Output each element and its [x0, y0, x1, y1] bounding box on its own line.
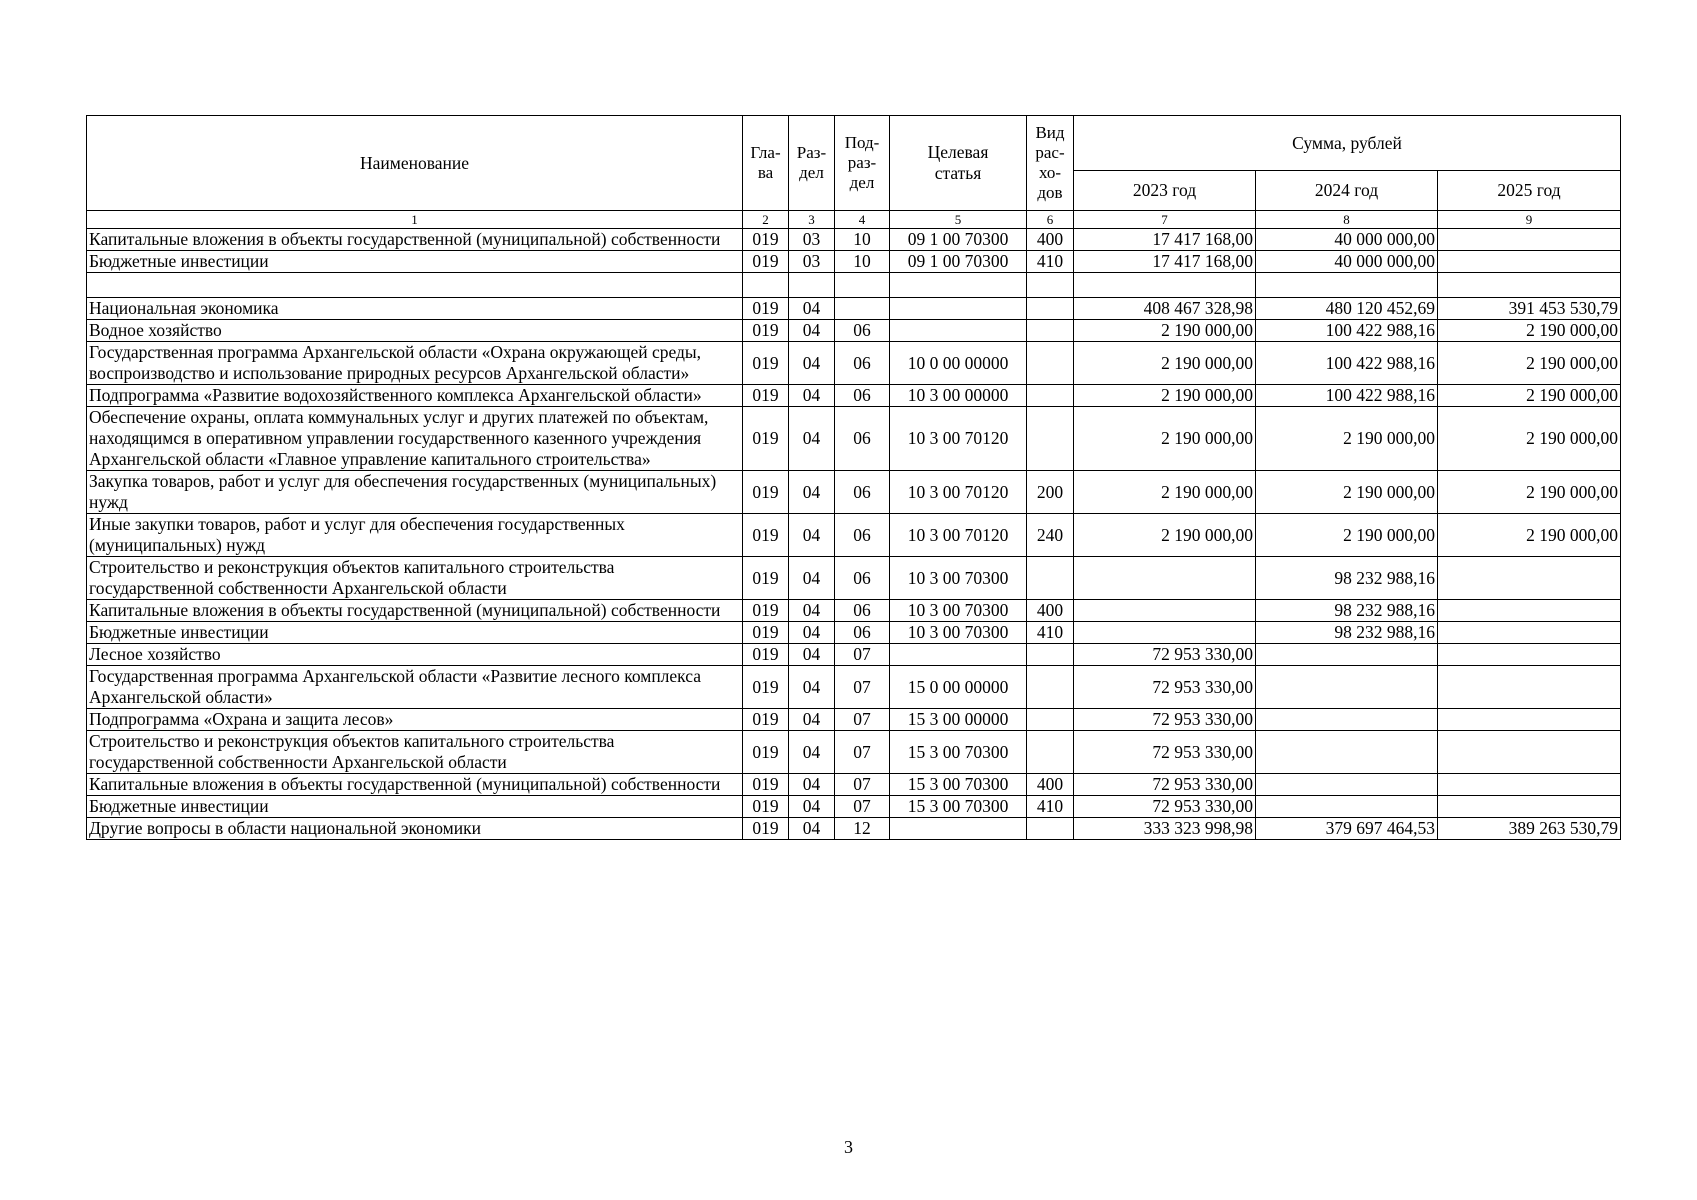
column-number: 6 — [1027, 211, 1074, 229]
row-name: Лесное хозяйство — [87, 644, 743, 666]
row-vid-rashodov — [1027, 709, 1074, 731]
row-razdel: 03 — [789, 251, 835, 273]
row-razdel: 04 — [789, 557, 835, 600]
row-name: Строительство и реконструкция объектов капитального строительства государственной собственности Архангельской области — [87, 731, 743, 774]
row-sum-2025 — [1438, 557, 1621, 600]
table-row — [87, 622, 1621, 644]
row-sum-2025: 2 190 000,00 — [1438, 514, 1621, 557]
row-sum-2023: 17 417 168,00 — [1074, 229, 1256, 251]
row-podrazdel: 06 — [835, 600, 890, 622]
row-sum-2023: 333 323 998,98 — [1074, 818, 1256, 840]
row-celevaya-statya: 10 3 00 70120 — [890, 407, 1027, 471]
budget-table — [86, 115, 1621, 840]
row-celevaya-statya: 10 3 00 70300 — [890, 557, 1027, 600]
header-name: Наименование — [87, 116, 743, 211]
row-vid-rashodov — [1027, 666, 1074, 709]
row-sum-2024: 100 422 988,16 — [1256, 385, 1438, 407]
row-sum-2025 — [1438, 600, 1621, 622]
row-sum-2023 — [1074, 273, 1256, 298]
row-celevaya-statya: 15 3 00 00000 — [890, 709, 1027, 731]
row-razdel: 04 — [789, 385, 835, 407]
row-glava: 019 — [743, 320, 789, 342]
table-row — [87, 273, 1621, 298]
row-glava: 019 — [743, 298, 789, 320]
table-row — [87, 298, 1621, 320]
table-row — [87, 600, 1621, 622]
table-row — [87, 514, 1621, 557]
row-podrazdel: 07 — [835, 796, 890, 818]
row-glava: 019 — [743, 600, 789, 622]
row-vid-rashodov — [1027, 818, 1074, 840]
row-name: Капитальные вложения в объекты государственной (муниципальной) собственности — [87, 229, 743, 251]
row-sum-2025 — [1438, 273, 1621, 298]
row-razdel: 04 — [789, 471, 835, 514]
row-vid-rashodov — [1027, 385, 1074, 407]
row-vid-rashodov: 410 — [1027, 622, 1074, 644]
table-row — [87, 471, 1621, 514]
row-celevaya-statya — [890, 644, 1027, 666]
row-sum-2025: 2 190 000,00 — [1438, 407, 1621, 471]
row-celevaya-statya: 09 1 00 70300 — [890, 229, 1027, 251]
row-sum-2024: 98 232 988,16 — [1256, 557, 1438, 600]
table-row — [87, 320, 1621, 342]
column-number-row — [87, 211, 1621, 229]
row-sum-2023: 72 953 330,00 — [1074, 644, 1256, 666]
column-number: 9 — [1438, 211, 1621, 229]
row-podrazdel: 06 — [835, 471, 890, 514]
table-row — [87, 709, 1621, 731]
row-sum-2024: 2 190 000,00 — [1256, 407, 1438, 471]
row-podrazdel: 07 — [835, 666, 890, 709]
row-celevaya-statya: 09 1 00 70300 — [890, 251, 1027, 273]
row-glava: 019 — [743, 342, 789, 385]
row-razdel: 04 — [789, 666, 835, 709]
row-sum-2024 — [1256, 796, 1438, 818]
row-podrazdel: 06 — [835, 385, 890, 407]
row-celevaya-statya: 15 0 00 00000 — [890, 666, 1027, 709]
row-sum-2024 — [1256, 273, 1438, 298]
row-podrazdel: 06 — [835, 342, 890, 385]
row-sum-2023: 72 953 330,00 — [1074, 666, 1256, 709]
row-sum-2024 — [1256, 666, 1438, 709]
row-podrazdel: 06 — [835, 622, 890, 644]
row-razdel: 04 — [789, 796, 835, 818]
row-vid-rashodov: 400 — [1027, 774, 1074, 796]
row-sum-2024: 40 000 000,00 — [1256, 229, 1438, 251]
row-razdel: 04 — [789, 320, 835, 342]
row-celevaya-statya: 15 3 00 70300 — [890, 796, 1027, 818]
table-row — [87, 251, 1621, 273]
row-sum-2024: 379 697 464,53 — [1256, 818, 1438, 840]
row-sum-2024: 480 120 452,69 — [1256, 298, 1438, 320]
row-razdel: 04 — [789, 644, 835, 666]
header-summa: Сумма, рублей — [1074, 116, 1621, 171]
row-name: Национальная экономика — [87, 298, 743, 320]
column-number: 8 — [1256, 211, 1438, 229]
row-podrazdel: 06 — [835, 514, 890, 557]
column-number: 2 — [743, 211, 789, 229]
row-podrazdel: 07 — [835, 644, 890, 666]
row-name: Государственная программа Архангельской области «Развитие лесного комплекса Архангельской области» — [87, 666, 743, 709]
header-glava-text: Гла- ва — [750, 143, 781, 182]
row-sum-2023: 72 953 330,00 — [1074, 731, 1256, 774]
row-glava: 019 — [743, 818, 789, 840]
header-podrazdel — [835, 116, 890, 211]
row-sum-2023: 72 953 330,00 — [1074, 709, 1256, 731]
row-razdel: 04 — [789, 298, 835, 320]
row-razdel: 03 — [789, 229, 835, 251]
row-sum-2023: 2 190 000,00 — [1074, 514, 1256, 557]
table-row — [87, 557, 1621, 600]
row-name: Капитальные вложения в объекты государственной (муниципальной) собственности — [87, 600, 743, 622]
row-celevaya-statya: 10 3 00 70120 — [890, 471, 1027, 514]
row-glava: 019 — [743, 407, 789, 471]
row-sum-2024 — [1256, 731, 1438, 774]
table-row — [87, 774, 1621, 796]
table-row — [87, 407, 1621, 471]
row-sum-2025: 391 453 530,79 — [1438, 298, 1621, 320]
row-glava: 019 — [743, 514, 789, 557]
row-sum-2023: 17 417 168,00 — [1074, 251, 1256, 273]
row-glava — [743, 273, 789, 298]
row-glava: 019 — [743, 796, 789, 818]
row-glava: 019 — [743, 557, 789, 600]
row-name: Строительство и реконструкция объектов капитального строительства государственной собственности Архангельской области — [87, 557, 743, 600]
row-vid-rashodov — [1027, 557, 1074, 600]
row-name: Подпрограмма «Развитие водохозяйственного комплекса Архангельской области» — [87, 385, 743, 407]
row-glava: 019 — [743, 229, 789, 251]
table-row — [87, 229, 1621, 251]
row-sum-2025: 389 263 530,79 — [1438, 818, 1621, 840]
row-glava: 019 — [743, 471, 789, 514]
row-sum-2025 — [1438, 796, 1621, 818]
table-row — [87, 385, 1621, 407]
column-number: 3 — [789, 211, 835, 229]
row-podrazdel: 06 — [835, 320, 890, 342]
table-row — [87, 342, 1621, 385]
row-sum-2023: 2 190 000,00 — [1074, 385, 1256, 407]
row-sum-2023: 2 190 000,00 — [1074, 471, 1256, 514]
header-vid-rashodov-text: Вид рас- хо- дов — [1035, 123, 1065, 202]
row-name: Государственная программа Архангельской области «Охрана окружающей среды, воспроизводство и использование природных ресурсов Архангельской области» — [87, 342, 743, 385]
row-vid-rashodov: 200 — [1027, 471, 1074, 514]
row-sum-2024 — [1256, 774, 1438, 796]
row-sum-2024 — [1256, 644, 1438, 666]
row-name — [87, 273, 743, 298]
row-vid-rashodov: 410 — [1027, 251, 1074, 273]
row-glava: 019 — [743, 385, 789, 407]
table-row — [87, 731, 1621, 774]
row-podrazdel — [835, 298, 890, 320]
row-sum-2023 — [1074, 622, 1256, 644]
column-number: 4 — [835, 211, 890, 229]
row-name: Подпрограмма «Охрана и защита лесов» — [87, 709, 743, 731]
row-podrazdel — [835, 273, 890, 298]
row-celevaya-statya: 10 3 00 70300 — [890, 600, 1027, 622]
page-number: 3 — [844, 1137, 853, 1157]
row-name: Другие вопросы в области национальной экономики — [87, 818, 743, 840]
row-vid-rashodov: 400 — [1027, 600, 1074, 622]
header-cel-statya-text: Целевая статья — [927, 142, 989, 183]
row-podrazdel: 06 — [835, 407, 890, 471]
row-celevaya-statya — [890, 818, 1027, 840]
row-sum-2023: 2 190 000,00 — [1074, 342, 1256, 385]
row-name: Иные закупки товаров, работ и услуг для обеспечения государственных (муниципальных) нужд — [87, 514, 743, 557]
row-name: Обеспечение охраны, оплата коммунальных услуг и других платежей по объектам, находящимся в оперативном управлении государственного казенного учреждения Архангельской области «Главное управление капитального строительства» — [87, 407, 743, 471]
row-celevaya-statya: 10 3 00 70300 — [890, 622, 1027, 644]
row-sum-2023: 72 953 330,00 — [1074, 774, 1256, 796]
row-sum-2023: 2 190 000,00 — [1074, 407, 1256, 471]
header-razdel — [789, 116, 835, 211]
row-podrazdel: 10 — [835, 229, 890, 251]
row-celevaya-statya: 15 3 00 70300 — [890, 774, 1027, 796]
header-year-2024: 2024 год — [1256, 171, 1438, 211]
row-vid-rashodov — [1027, 407, 1074, 471]
row-name: Бюджетные инвестиции — [87, 796, 743, 818]
row-razdel: 04 — [789, 622, 835, 644]
row-sum-2025: 2 190 000,00 — [1438, 385, 1621, 407]
column-number: 1 — [87, 211, 743, 229]
row-celevaya-statya — [890, 273, 1027, 298]
row-podrazdel: 12 — [835, 818, 890, 840]
row-sum-2024: 40 000 000,00 — [1256, 251, 1438, 273]
row-podrazdel: 07 — [835, 774, 890, 796]
row-sum-2024 — [1256, 709, 1438, 731]
row-name: Капитальные вложения в объекты государственной (муниципальной) собственности — [87, 774, 743, 796]
row-celevaya-statya: 10 3 00 00000 — [890, 385, 1027, 407]
row-razdel: 04 — [789, 514, 835, 557]
row-sum-2024: 98 232 988,16 — [1256, 600, 1438, 622]
row-sum-2025 — [1438, 709, 1621, 731]
row-sum-2025 — [1438, 774, 1621, 796]
row-vid-rashodov — [1027, 273, 1074, 298]
row-podrazdel: 07 — [835, 731, 890, 774]
table-body — [87, 229, 1621, 840]
header-podrazdel-text: Под- раз- дел — [844, 133, 880, 192]
row-sum-2025: 2 190 000,00 — [1438, 471, 1621, 514]
row-vid-rashodov: 400 — [1027, 229, 1074, 251]
row-glava: 019 — [743, 709, 789, 731]
row-sum-2025 — [1438, 622, 1621, 644]
row-razdel: 04 — [789, 600, 835, 622]
row-sum-2023: 2 190 000,00 — [1074, 320, 1256, 342]
table-row — [87, 666, 1621, 709]
row-name: Бюджетные инвестиции — [87, 622, 743, 644]
row-vid-rashodov: 410 — [1027, 796, 1074, 818]
row-podrazdel: 07 — [835, 709, 890, 731]
row-razdel — [789, 273, 835, 298]
row-celevaya-statya: 10 3 00 70120 — [890, 514, 1027, 557]
row-vid-rashodov — [1027, 731, 1074, 774]
row-sum-2023: 72 953 330,00 — [1074, 796, 1256, 818]
row-sum-2023 — [1074, 557, 1256, 600]
row-sum-2025 — [1438, 666, 1621, 709]
row-vid-rashodov: 240 — [1027, 514, 1074, 557]
row-sum-2024: 100 422 988,16 — [1256, 342, 1438, 385]
row-podrazdel: 06 — [835, 557, 890, 600]
row-glava: 019 — [743, 644, 789, 666]
table-row — [87, 818, 1621, 840]
column-number: 7 — [1074, 211, 1256, 229]
header-year-2025: 2025 год — [1438, 171, 1621, 211]
row-name: Бюджетные инвестиции — [87, 251, 743, 273]
row-razdel: 04 — [789, 342, 835, 385]
row-vid-rashodov — [1027, 320, 1074, 342]
row-sum-2025: 2 190 000,00 — [1438, 342, 1621, 385]
row-celevaya-statya — [890, 298, 1027, 320]
row-razdel: 04 — [789, 818, 835, 840]
header-year-2023: 2023 год — [1074, 171, 1256, 211]
row-sum-2023 — [1074, 600, 1256, 622]
header-cel-statya — [890, 116, 1027, 211]
row-vid-rashodov — [1027, 298, 1074, 320]
row-sum-2024: 100 422 988,16 — [1256, 320, 1438, 342]
row-glava: 019 — [743, 251, 789, 273]
row-name: Водное хозяйство — [87, 320, 743, 342]
row-sum-2024: 2 190 000,00 — [1256, 514, 1438, 557]
row-razdel: 04 — [789, 709, 835, 731]
row-sum-2025 — [1438, 731, 1621, 774]
table-row — [87, 796, 1621, 818]
header-vid-rashodov — [1027, 116, 1074, 211]
row-sum-2025: 2 190 000,00 — [1438, 320, 1621, 342]
row-glava: 019 — [743, 666, 789, 709]
row-name: Закупка товаров, работ и услуг для обеспечения государственных (муниципальных) нужд — [87, 471, 743, 514]
row-sum-2023: 408 467 328,98 — [1074, 298, 1256, 320]
row-sum-2025 — [1438, 251, 1621, 273]
row-celevaya-statya — [890, 320, 1027, 342]
row-sum-2024: 98 232 988,16 — [1256, 622, 1438, 644]
row-glava: 019 — [743, 622, 789, 644]
row-razdel: 04 — [789, 407, 835, 471]
row-podrazdel: 10 — [835, 251, 890, 273]
row-vid-rashodov — [1027, 644, 1074, 666]
row-sum-2025 — [1438, 229, 1621, 251]
row-celevaya-statya: 10 0 00 00000 — [890, 342, 1027, 385]
row-celevaya-statya: 15 3 00 70300 — [890, 731, 1027, 774]
row-glava: 019 — [743, 774, 789, 796]
column-number: 5 — [890, 211, 1027, 229]
row-razdel: 04 — [789, 731, 835, 774]
table-row — [87, 644, 1621, 666]
row-sum-2025 — [1438, 644, 1621, 666]
header-razdel-text: Раз- дел — [796, 143, 827, 182]
row-vid-rashodov — [1027, 342, 1074, 385]
header-glava — [743, 116, 789, 211]
row-sum-2024: 2 190 000,00 — [1256, 471, 1438, 514]
row-razdel: 04 — [789, 774, 835, 796]
row-glava: 019 — [743, 731, 789, 774]
